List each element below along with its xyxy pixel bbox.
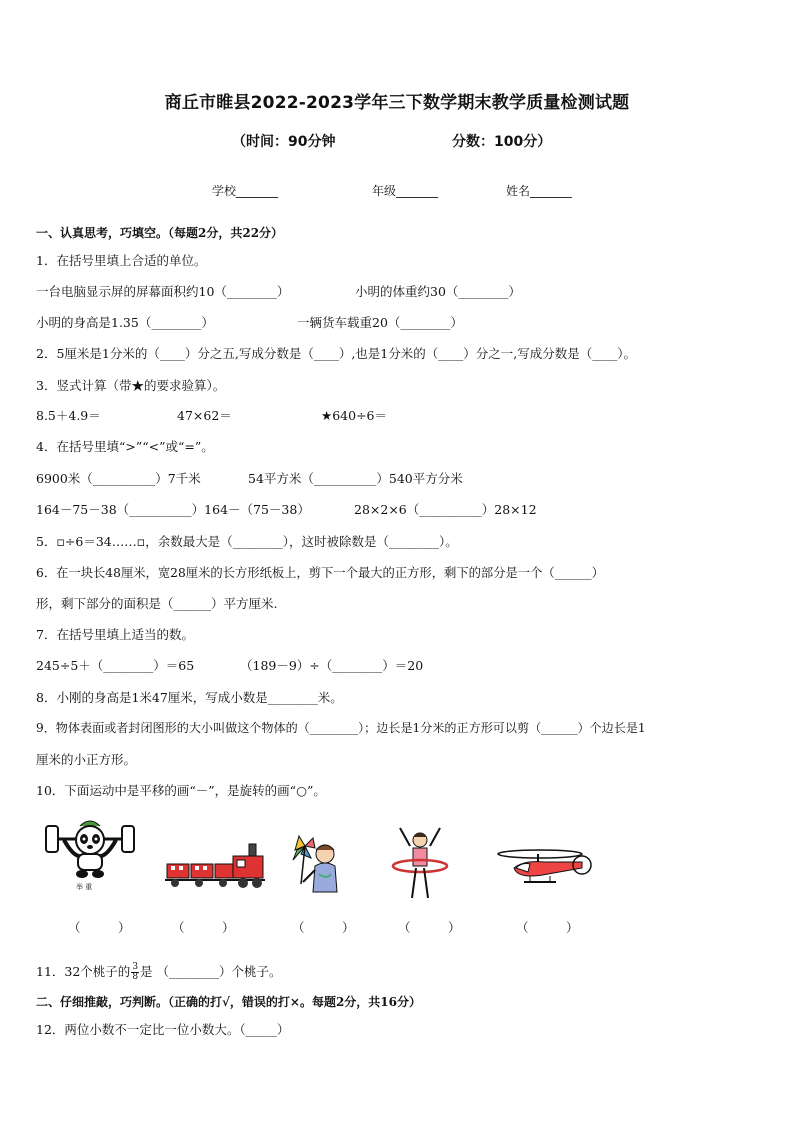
q11-fraction [131,963,139,982]
q11 [36,962,282,982]
q10-blank-3[interactable]: （ ） [292,920,355,935]
q4-stem: 4．在括号里填“>”“<”或“=”。 [36,439,214,454]
q6-line1: 6．在一块长48厘米，宽28厘米的长方形纸板上，剪下一个最大的正方形，剩下的部分是一个（______） [36,566,604,580]
helicopter-picture [494,846,594,894]
q1-stem: 1．在括号里填上合适的单位。 [36,253,207,268]
train-picture [165,840,267,890]
weightlifting-caption: 举 重 [76,883,93,891]
school-field: 学校_______ [212,184,279,198]
q1-c: 小明的身高是1.35（________） [36,315,214,330]
q10-blank-1[interactable]: （ ） [68,920,131,935]
q11-before: 11．32个桃子的 [36,964,131,979]
time-limit: （时间：90分钟 [232,134,336,150]
q3-a: 8.5＋4.9＝ [36,408,101,423]
q4-a: 6900米（__________）7千米 [36,471,201,486]
q10-blank-4[interactable]: （ ） [398,920,461,935]
q3-c: ★640÷6＝ [321,408,387,423]
q8: 8．小刚的身高是1米47厘米，写成小数是________米。 [36,690,343,705]
exam-title: 商丘市睢县2022-2023学年三下数学期末教学质量检测试题 [164,93,630,113]
q7-b: （189－9）÷（________）＝20 [240,658,424,673]
q1-a: 一台电脑显示屏的屏幕面积约10（________） [36,284,290,299]
q4-c: 164－75－38（__________）164－（75－38） [36,502,310,517]
section-2-heading: 二、仔细推敲，巧判断。（正确的打√，错误的打×。每题2分，共16分） [36,995,421,1009]
q6-line2: 形，剩下部分的面积是（______）平方厘米. [36,596,278,611]
q3-stem: 3．竖式计算（带★的要求验算）。 [36,378,226,393]
hula-hoop-girl-picture [390,824,450,904]
total-score: 分数：100分） [452,134,552,150]
q12: 12．两位小数不一定比一位小数大。（_____） [36,1022,290,1037]
q9-line2: 厘米的小正方形。 [36,752,137,767]
q10-blank-5[interactable]: （ ） [516,920,579,935]
q2: 2．5厘米是1分米的（____）分之五,写成分数是（____）,也是1分米的（____）分之一,写成分数是（____）。 [36,346,636,361]
q1-b: 小明的体重约30（________） [355,284,521,299]
q10-blank-2[interactable]: （ ） [172,920,235,935]
q10-stem: 10．下面运动中是平移的画“－”，是旋转的画“○”。 [36,783,326,798]
weightlifting-panda-picture [44,818,136,882]
q5: 5．▫÷6＝34……▫，余数最大是（________），这时被除数是（________）。 [36,534,458,549]
q4-b: 54平方米（__________）540平方分米 [248,471,463,486]
q11-numerator: 3 [132,962,139,972]
pinwheel-boy-picture [287,830,339,896]
q9-line1: 9．物体表面或者封闭图形的大小叫做这个物体的（________）；边长是1分米的正方形可以剪（______）个边长是1 [36,721,646,735]
q11-after: 是 （________）个桃子。 [140,964,282,979]
section-1-heading: 一、认真思考，巧填空。（每题2分，共22分） [36,226,284,240]
q3-b: 47×62＝ [177,408,232,423]
grade-field: 年级_______ [372,184,439,198]
q4-d: 28×2×6（__________）28×12 [354,502,537,517]
q11-denominator: 8 [132,972,139,982]
q1-d: 一辆货车载重20（________） [297,315,463,330]
name-field: 姓名_______ [506,184,573,198]
q7-a: 245÷5＋（________）＝65 [36,658,195,673]
q7-stem: 7．在括号里填上适当的数。 [36,627,194,642]
